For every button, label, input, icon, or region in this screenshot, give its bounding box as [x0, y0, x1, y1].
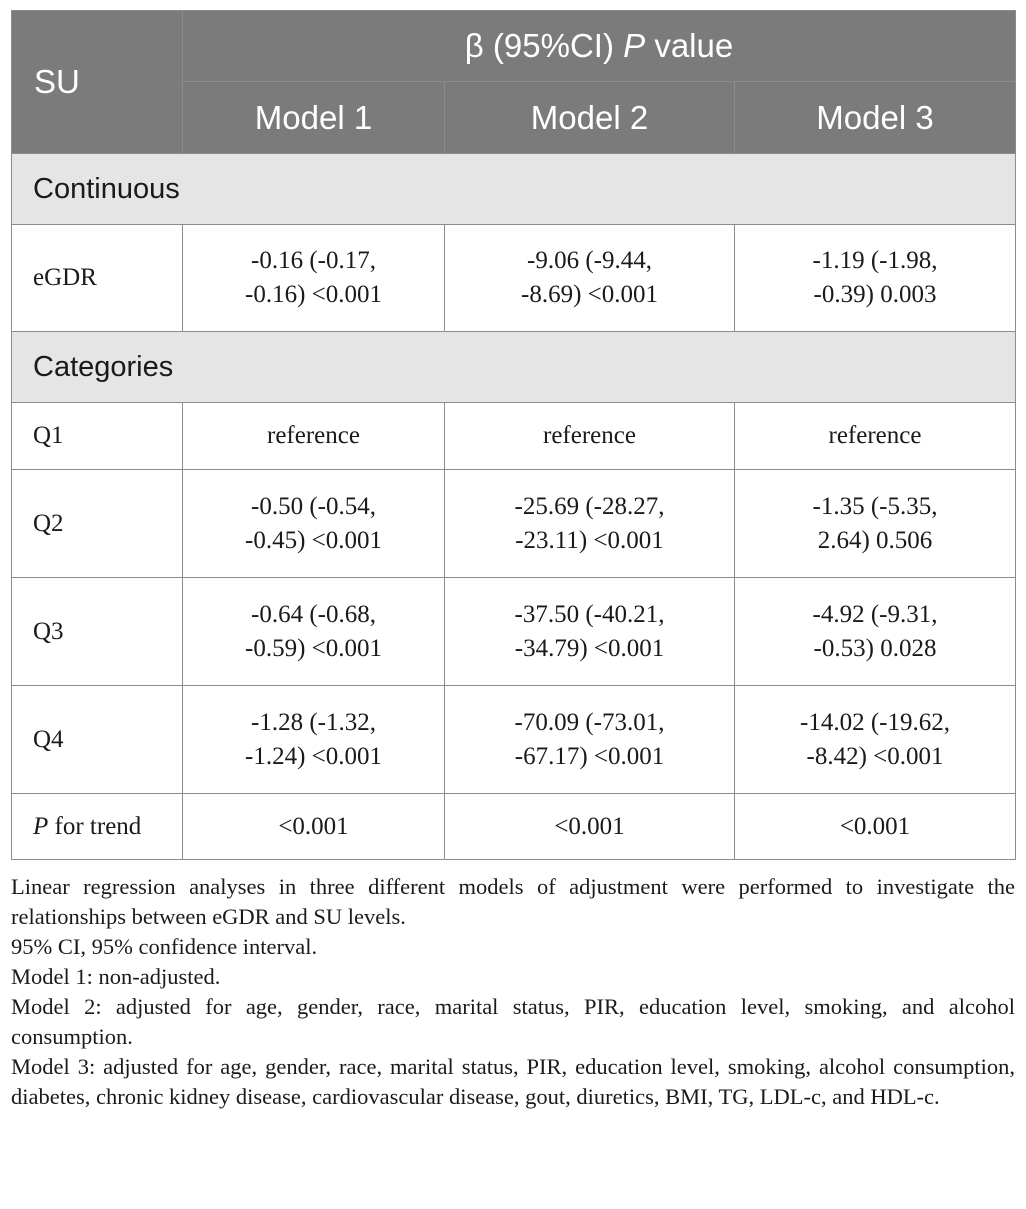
- cell-line: -1.19 (-1.98,: [812, 247, 938, 274]
- cell-line: -67.17) <0.001: [514, 742, 665, 770]
- cell-line: -34.79) <0.001: [514, 634, 665, 662]
- table-row: [12, 403, 1016, 470]
- table-footnotes: [11, 872, 1015, 1112]
- group-header: [183, 11, 1016, 82]
- table-row: [12, 794, 1016, 860]
- cell-line: -0.59) <0.001: [245, 634, 382, 662]
- cell-q3-m3: [735, 578, 1016, 686]
- section-continuous: Continuous: [12, 154, 1016, 225]
- cell-line: -37.50 (-40.21,: [514, 600, 665, 628]
- for-trend-text: for trend: [54, 812, 142, 840]
- p-label: P: [623, 27, 646, 64]
- cell-line: -1.28 (-1.32,: [251, 708, 376, 736]
- cell-q4-m3: [735, 686, 1016, 794]
- cell-line: 2.64) 0.506: [817, 526, 933, 554]
- row-label-q2: Q2: [12, 470, 183, 578]
- cell-line: -23.11) <0.001: [515, 526, 664, 554]
- cell-trend-m2: <0.001: [445, 794, 735, 860]
- row-label-q1: Q1: [12, 403, 183, 470]
- cell-q2-m1: [183, 470, 445, 578]
- cell-line: -0.16 (-0.17,: [251, 247, 376, 274]
- value-label: value: [654, 27, 734, 64]
- cell-line: -70.09 (-73.01,: [514, 708, 665, 736]
- row-label-q4: Q4: [12, 686, 183, 794]
- cell-line: -0.64 (-0.68,: [251, 600, 376, 628]
- cell-trend-m1: <0.001: [183, 794, 445, 860]
- cell-line: -25.69 (-28.27,: [514, 492, 665, 520]
- section-categories: Categories: [12, 332, 1016, 403]
- cell-q4-m1: [183, 686, 445, 794]
- cell-q2-m2: [445, 470, 735, 578]
- stub-header: SU: [12, 11, 183, 154]
- cell-line: -8.69) <0.001: [521, 281, 658, 308]
- footnote-description: Linear regression analyses in three different models of adjustment were performed to investigate the relationships between eGDR and SU levels.: [11, 874, 1015, 929]
- cell-line: -0.39) 0.003: [813, 281, 937, 308]
- table-row: [12, 470, 1016, 578]
- cell-egdr-m1: [183, 225, 445, 332]
- cell-line: -9.06 (-9.44,: [527, 247, 652, 274]
- cell-line: -0.16) <0.001: [245, 281, 382, 308]
- cell-q2-m3: [735, 470, 1016, 578]
- cell-q1-m1: reference: [183, 403, 445, 470]
- cell-line: -8.42) <0.001: [806, 742, 944, 770]
- cell-line: -14.02 (-19.62,: [800, 708, 950, 736]
- row-label-egdr: eGDR: [12, 225, 183, 332]
- cell-q3-m2: [445, 578, 735, 686]
- footnote-model-3: Model 3: adjusted for age, gender, race, marital status, PIR, education level, smoking, alcohol consumption, diabetes, chronic kidney disease, cardiovascular disease, gout, diuretics, BMI, TG, LDL-c, and HDL-c.: [11, 1054, 1015, 1109]
- table-row: [12, 578, 1016, 686]
- table-container: [11, 10, 1015, 1112]
- cell-q1-m3: reference: [735, 403, 1016, 470]
- cell-q3-m1: [183, 578, 445, 686]
- cell-line: -1.24) <0.001: [245, 742, 382, 770]
- cell-line: -0.50 (-0.54,: [251, 492, 376, 520]
- model-1-header: Model 1: [183, 82, 445, 154]
- p-italic: P: [33, 812, 49, 840]
- cell-trend-m3: <0.001: [735, 794, 1016, 860]
- cell-egdr-m3: [735, 225, 1016, 332]
- table-row: [12, 686, 1016, 794]
- model-3-header: Model 3: [735, 82, 1016, 154]
- cell-egdr-m2: [445, 225, 735, 332]
- row-label-q3: Q3: [12, 578, 183, 686]
- cell-q4-m2: [445, 686, 735, 794]
- footnote-ci: 95% CI, 95% confidence interval.: [11, 934, 318, 959]
- beta-ci-label: β (95%CI): [464, 27, 614, 64]
- cell-line: -0.53) 0.028: [813, 634, 937, 662]
- cell-q1-m2: reference: [445, 403, 735, 470]
- cell-line: -1.35 (-5.35,: [812, 492, 938, 520]
- footnote-model-2: Model 2: adjusted for age, gender, race, marital status, PIR, education level, smoking, and alcohol consumption.: [11, 994, 1015, 1049]
- model-2-header: Model 2: [445, 82, 735, 154]
- footnote-model-1: Model 1: non-adjusted.: [11, 964, 221, 989]
- row-label-p-for-trend: [12, 794, 183, 860]
- regression-table: [11, 10, 1016, 860]
- cell-line: -4.92 (-9.31,: [812, 600, 938, 628]
- cell-line: -0.45) <0.001: [245, 526, 382, 554]
- table-row: [12, 225, 1016, 332]
